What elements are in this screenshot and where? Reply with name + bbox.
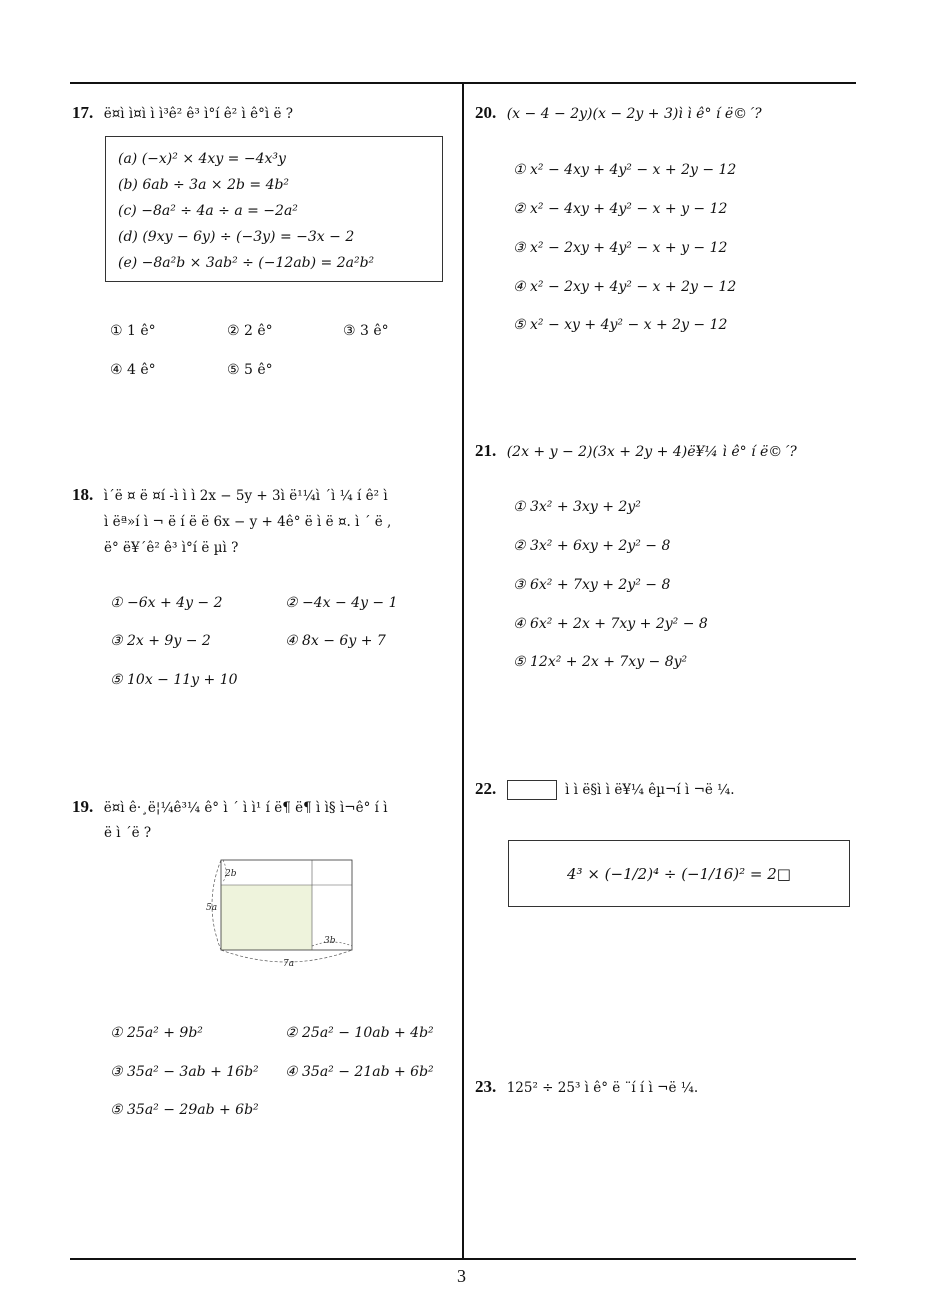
choice-2[interactable]: ② x² − 4xy + 4y² − x + y − 12 [513,201,728,217]
statement-d: (d) (9xy − 6y) ÷ (−3y) = −3x − 2 [118,229,355,245]
question-20 [475,100,855,128]
question-text-line1: ë¤ì ê·¸ë¦¼ê³¼ ê° ì ´ ì ì¹ í ë¶ ë¶ ì ì§ ì¬ê° í ì [103,800,388,816]
choice-1[interactable]: ① x² − 4xy + 4y² − x + 2y − 12 [513,162,737,178]
choice-5[interactable]: ⑤ 10x − 11y + 10 [110,672,238,688]
question-text-line2: ë ì ´ë ? [104,825,152,841]
statement-box [105,136,443,282]
statement-a: (a) (−x)² × 4xy = −4x³y [118,151,286,167]
statement-e: (e) −8a²b × 3ab² ÷ (−12ab) = 2a²b² [118,255,375,271]
choice-2[interactable]: ② 25a² − 10ab + 4b² [285,1025,434,1041]
choice-5[interactable]: ⑤ 5 ê° [227,362,273,378]
choice-3[interactable]: ③ 35a² − 3ab + 16b² [110,1064,259,1080]
choice-1[interactable]: ① −6x + 4y − 2 [110,595,223,611]
question-text: ë¤ì ì¤ì ì ì³ê² ê³ ì°í ê² ì ê°ì ë ? [103,106,293,122]
expression-box [508,840,850,907]
page-number: 3 [457,1266,466,1286]
question-text-line2: ì ëª»í ì ¬ ë í ë ë 6x − y + 4ê° ë ì ë ¤. ì ´ ë , [104,514,392,530]
column-divider [462,82,464,1260]
question-18 [72,482,457,510]
question-number: 22. [475,779,497,798]
choice-4[interactable]: ④ 6x² + 2x + 7xy + 2y² − 8 [513,616,708,632]
choice-3[interactable]: ③ 6x² + 7xy + 2y² − 8 [513,577,671,593]
choice-1[interactable]: ① 25a² + 9b² [110,1025,203,1041]
question-text: (2x + y − 2)(3x + 2y + 4)ë¥¼ ì ê° í ë©´? [506,444,797,460]
choice-2[interactable]: ② −4x − 4y − 1 [285,595,398,611]
question-number: 19. [72,797,94,816]
question-text: ì ì ë§ì ì ë¥¼ êµ¬í ì ¬ë ¼. [565,782,735,798]
question-text: 125² ÷ 25³ ì ê° ë ¨í í ì ¬ë ¼. [506,1080,699,1096]
choice-4[interactable]: ④ 35a² − 21ab + 6b² [285,1064,434,1080]
rectangle-figure [195,852,365,974]
question-number: 23. [475,1077,497,1096]
question-21 [475,438,855,466]
choice-5[interactable]: ⑤ x² − xy + 4y² − x + 2y − 12 [513,317,728,333]
question-number: 17. [72,103,94,122]
question-22 [475,776,855,804]
statement-c: (c) −8a² ÷ 4a ÷ a = −2a² [118,203,298,219]
choice-5[interactable]: ⑤ 35a² − 29ab + 6b² [110,1102,259,1118]
choice-4[interactable]: ④ x² − 2xy + 4y² − x + 2y − 12 [513,279,737,295]
question-19 [72,794,457,822]
choice-4[interactable]: ④ 4 ê° [110,362,156,378]
question-number: 20. [475,103,497,122]
answer-blank-box[interactable] [507,780,557,800]
question-number: 18. [72,485,94,504]
question-text-line3: ë° ë¥´ê² ê³ ì°í ë µì ? [104,540,239,556]
question-23 [475,1074,855,1102]
label-top: 2b [225,869,237,879]
choice-3[interactable]: ③ x² − 2xy + 4y² − x + y − 12 [513,240,728,256]
statement-b: (b) 6ab ÷ 3a × 2b = 4b² [118,177,290,193]
choice-3[interactable]: ③ 2x + 9y − 2 [110,633,211,649]
question-number: 21. [475,441,497,460]
question-17 [72,100,457,128]
label-left: 5a [206,903,218,913]
question-text-line1: ì´ë ¤ ë ¤í -ì ì ì 2x − 5y + 3ì ë¹¼ì ´ì ¼ í ê² ì [103,488,388,504]
expression: 4³ × (−1/2)⁴ ÷ (−1/16)² = 2□ [567,864,791,883]
choice-2[interactable]: ② 3x² + 6xy + 2y² − 8 [513,538,671,554]
choice-3[interactable]: ③ 3 ê° [343,323,389,339]
question-text: (x − 4 − 2y)(x − 2y + 3)ì ì ê° í ë©´? [506,106,762,122]
label-right: 3b [324,936,336,946]
choice-1[interactable]: ① 1 ê° [110,323,156,339]
choice-4[interactable]: ④ 8x − 6y + 7 [285,633,386,649]
label-bottom: 7a [283,959,295,969]
choice-2[interactable]: ② 2 ê° [227,323,273,339]
bottom-rule [70,1258,856,1260]
choice-5[interactable]: ⑤ 12x² + 2x + 7xy − 8y² [513,654,688,670]
choice-1[interactable]: ① 3x² + 3xy + 2y² [513,499,641,515]
